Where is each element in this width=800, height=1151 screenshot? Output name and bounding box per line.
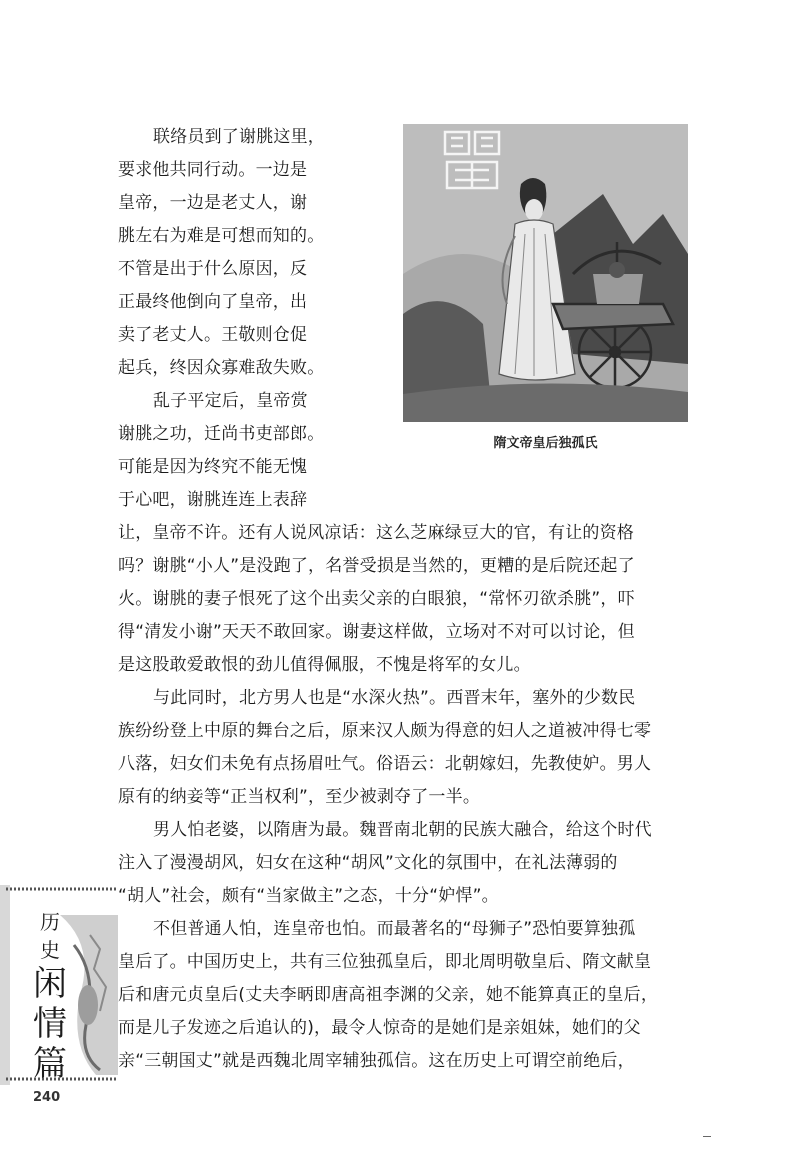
text-line: 后和唐元贞皇后(丈夫李昞即唐高祖李渊的父亲，她不能算真正的皇后， [118, 985, 659, 1005]
text-line: 亲“三朝国丈”就是西魏北周宰辅独孤信。这在历史上可谓空前绝后， [118, 1051, 635, 1071]
text-line: 族纷纷登上中原的舞台之后，原来汉人颇为得意的妇人之道被冲得七零 [118, 721, 652, 741]
text-line: 吗？谢朓“小人”是没跑了，名誉受损是当然的，更糟的是后院还起了 [118, 556, 635, 576]
figure-caption: 隋文帝皇后独孤氏 [493, 436, 598, 451]
text-line: 原有的纳妾等“正当权利”，至少被剥夺了一半。 [118, 787, 481, 807]
text-line: 皇帝，一边是老丈人，谢 [118, 193, 308, 213]
text-line: 八落，妇女们未免有点扬眉吐气。俗语云：北朝嫁妇，先教使妒。男人 [118, 754, 652, 774]
text-line: 正最终他倒向了皇帝，出 [118, 292, 308, 312]
text-line: “胡人”社会，颇有“当家做主”之态，十分“妒悍”。 [118, 886, 499, 906]
text-line: 联络员到了谢朓这里， [153, 127, 325, 147]
text-line: 要求他共同行动。一边是 [118, 160, 308, 180]
text-line: 可能是因为终究不能无愧 [118, 457, 308, 477]
painting-image [403, 124, 688, 422]
text-line: 注入了漫漫胡风，妇女在这种“胡风”文化的氛围中，在礼法薄弱的 [118, 853, 618, 873]
series-char: 史 [40, 938, 60, 962]
text-line: 得“清发小谢”天天不敢回家。谢妻这样做，立场对不对可以讨论，但 [118, 622, 635, 642]
text-line: 卖了老丈人。王敬则仓促 [118, 325, 308, 345]
text-line: 不管是出于什么原因，反 [118, 259, 308, 279]
text-line: 是这股敢爱敢恨的劲儿值得佩服，不愧是将军的女儿。 [118, 655, 531, 675]
text-line: 男人怕老婆，以隋唐为最。魏晋南北朝的民族大融合，给这个时代 [153, 820, 652, 840]
text-line: 朓左右为难是可想而知的。 [118, 226, 325, 246]
text-line: 起兵，终因众寡难敌失败。 [118, 358, 325, 378]
text-line: 与此同时，北方男人也是“水深火热”。西晋末年，塞外的少数民 [153, 688, 636, 708]
illustration-empress-dugu [403, 124, 688, 422]
series-title [20, 908, 80, 1084]
series-char: 篇 [33, 1044, 67, 1084]
text-line: 谢朓之功，迁尚书吏部郎。 [118, 424, 325, 444]
text-line: 火。谢朓的妻子恨死了这个出卖父亲的白眼狼，“常怀刃欲杀朓”，吓 [118, 589, 635, 609]
text-line: 于心吧，谢朓连连上表辞 [118, 490, 308, 510]
text-line: 皇后了。中国历史上，共有三位独孤皇后，即北周明敬皇后、隋文献皇 [118, 952, 652, 972]
text-line: 不但普通人怕，连皇帝也怕。而最著名的“母狮子”恐怕要算独孤 [153, 919, 636, 939]
series-char: 情 [33, 1004, 67, 1044]
series-char: 历 [40, 910, 60, 934]
text-line: 让，皇帝不许。还有人说风凉话：这么芝麻绿豆大的官，有让的资格 [118, 523, 634, 543]
text-line: 乱子平定后，皇帝赏 [153, 391, 308, 411]
series-char: 闲 [33, 964, 67, 1004]
footer-mark [703, 1136, 711, 1137]
text-line: 而是儿子发迹之后追认的)，最令人惊奇的是她们是亲姐妹，她们的父 [118, 1018, 641, 1038]
page-number: 240 [33, 1090, 61, 1105]
